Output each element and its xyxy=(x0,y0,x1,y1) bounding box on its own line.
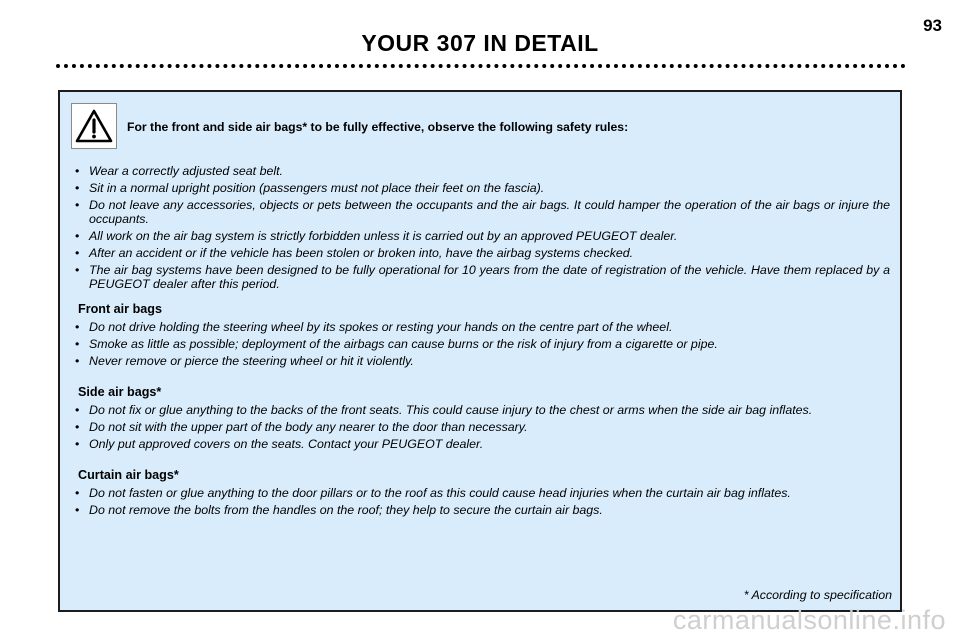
list-item: • Do not drive holding the steering wheel by its spokes or resting your hands on the centre part of the wheel. xyxy=(72,321,890,335)
side-air-bags-list xyxy=(72,404,890,452)
intro-text: For the front and side air bags* to be fully effective, observe the following safety rules: xyxy=(127,120,629,134)
list-item: • Sit in a normal upright position (passengers must not place their feet on the fascia). xyxy=(72,182,890,196)
footnote: * According to specification xyxy=(743,588,892,602)
list-item: • Do not fix or glue anything to the backs of the front seats. This could cause injury to the chest or arms when the side air bag inflates. xyxy=(72,404,890,418)
list-item: • Smoke as little as possible; deployment of the airbags can cause burns or the risk of injury from a cigarette or pipe. xyxy=(72,338,890,352)
list-item: • Do not sit with the upper part of the body any nearer to the door than necessary. xyxy=(72,421,890,435)
curtain-air-bags-list xyxy=(72,487,890,518)
list-item: • The air bag systems have been designed to be fully operational for 10 years from the date of registration of the vehicle. Have them replaced by a PEUGEOT dealer after this period. xyxy=(72,264,890,291)
list-item: • Only put approved covers on the seats. Contact your PEUGEOT dealer. xyxy=(72,438,890,452)
front-air-bags-heading: Front air bags xyxy=(78,302,162,317)
list-item: • Never remove or pierce the steering wheel or hit it violently. xyxy=(72,355,890,369)
list-item: • All work on the air bag system is strictly forbidden unless it is carried out by an approved PEUGEOT dealer. xyxy=(72,230,890,244)
list-item: • Do not remove the bolts from the handles on the roof; they help to secure the curtain air bags. xyxy=(72,504,890,518)
curtain-air-bags-heading: Curtain air bags* xyxy=(78,467,179,482)
safety-rules-panel xyxy=(58,90,902,612)
page-number: 93 xyxy=(923,16,942,35)
list-item: • Do not fasten or glue anything to the door pillars or to the roof as this could cause head injuries when the curtain air bag inflates. xyxy=(72,487,890,501)
general-rules-list xyxy=(72,165,890,291)
dotted-divider xyxy=(56,64,906,68)
side-air-bags-heading: Side air bags* xyxy=(78,385,162,400)
front-air-bags-list xyxy=(72,321,890,369)
warning-icon-box xyxy=(71,103,117,149)
watermark: carmanualsonline.info xyxy=(672,605,946,635)
list-item: • Do not leave any accessories, objects or pets between the occupants and the air bags. It could hamper the operation of the air bags or injure the occupants. xyxy=(72,199,890,226)
rules-content xyxy=(72,165,890,521)
list-item: • Wear a correctly adjusted seat belt. xyxy=(72,165,890,179)
warning-triangle-icon xyxy=(75,109,113,143)
list-item: • After an accident or if the vehicle has been stolen or broken into, have the airbag systems checked. xyxy=(72,247,890,261)
page-title: YOUR 307 IN DETAIL xyxy=(361,30,599,56)
